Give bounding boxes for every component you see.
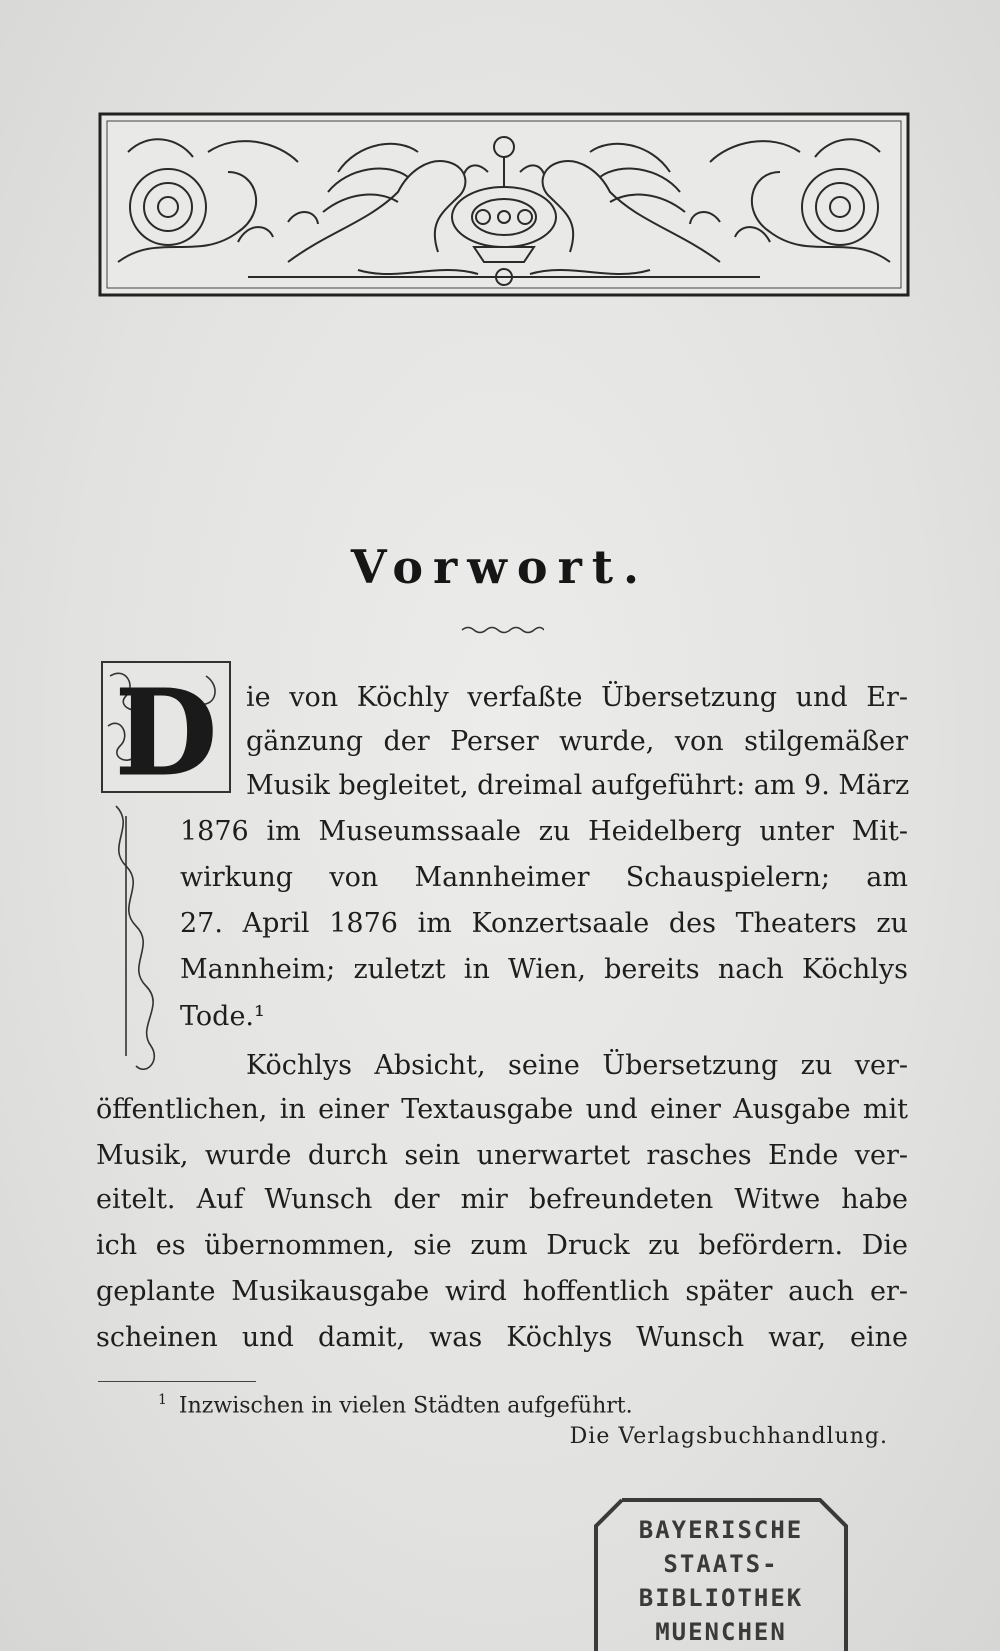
footnote-marker: 1 bbox=[158, 1392, 167, 1408]
title-flourish bbox=[460, 624, 544, 634]
body-line: 1876 im Museumssaale zu Heidelberg unter Mit- bbox=[180, 816, 908, 847]
body-line: eitelt. Auf Wunsch der mir befreundeten Witwe habe bbox=[96, 1184, 908, 1215]
initial-letter: D bbox=[114, 663, 218, 802]
body-line: scheinen und damit, was Köchlys Wunsch war, eine bbox=[96, 1322, 908, 1353]
body-line: ich es übernommen, sie zum Druck zu befördern. Die bbox=[96, 1230, 908, 1261]
body-line: ie von Köchly verfaßte Übersetzung und Er- bbox=[246, 682, 908, 713]
footnote-text: Inzwischen in vielen Städten aufgeführt. bbox=[178, 1393, 633, 1419]
page-title: Vorwort. bbox=[350, 540, 650, 594]
ornamental-headpiece bbox=[98, 112, 910, 297]
body-line: Mannheim; zuletzt in Wien, bereits nach Köchlys bbox=[180, 954, 908, 985]
footnote bbox=[158, 1392, 633, 1418]
body-line: öffentlichen, in einer Textausgabe und einer Ausgabe mit bbox=[96, 1094, 908, 1125]
stamp-line: BIBLIOTHEK bbox=[638, 1584, 804, 1612]
body-line: 27. April 1876 im Konzertsaale des Theaters zu bbox=[180, 908, 908, 939]
footnote-rule bbox=[98, 1381, 256, 1382]
body-line: Tode.¹ bbox=[180, 1001, 265, 1032]
library-stamp bbox=[592, 1496, 850, 1651]
footnote-signature: Die Verlagsbuchhandlung. bbox=[569, 1424, 888, 1449]
body-line: wirkung von Mannheimer Schauspielern; am bbox=[180, 862, 908, 893]
body-line: geplante Musikausgabe wird hoffentlich später auch er- bbox=[96, 1276, 908, 1307]
stamp-line: BAYERISCHE bbox=[638, 1516, 804, 1544]
body-line: Musik, wurde durch sein unerwartet rasches Ende ver- bbox=[96, 1140, 908, 1171]
body-line: Köchlys Absicht, seine Übersetzung zu ver- bbox=[246, 1050, 908, 1081]
stamp-line: STAATS- bbox=[663, 1550, 779, 1578]
body-line: gänzung der Perser wurde, von stilgemäßer bbox=[246, 726, 908, 757]
body-line: Musik begleitet, dreimal aufgeführt: am 9. März bbox=[246, 770, 910, 801]
stamp-line: MUENCHEN bbox=[655, 1618, 787, 1646]
